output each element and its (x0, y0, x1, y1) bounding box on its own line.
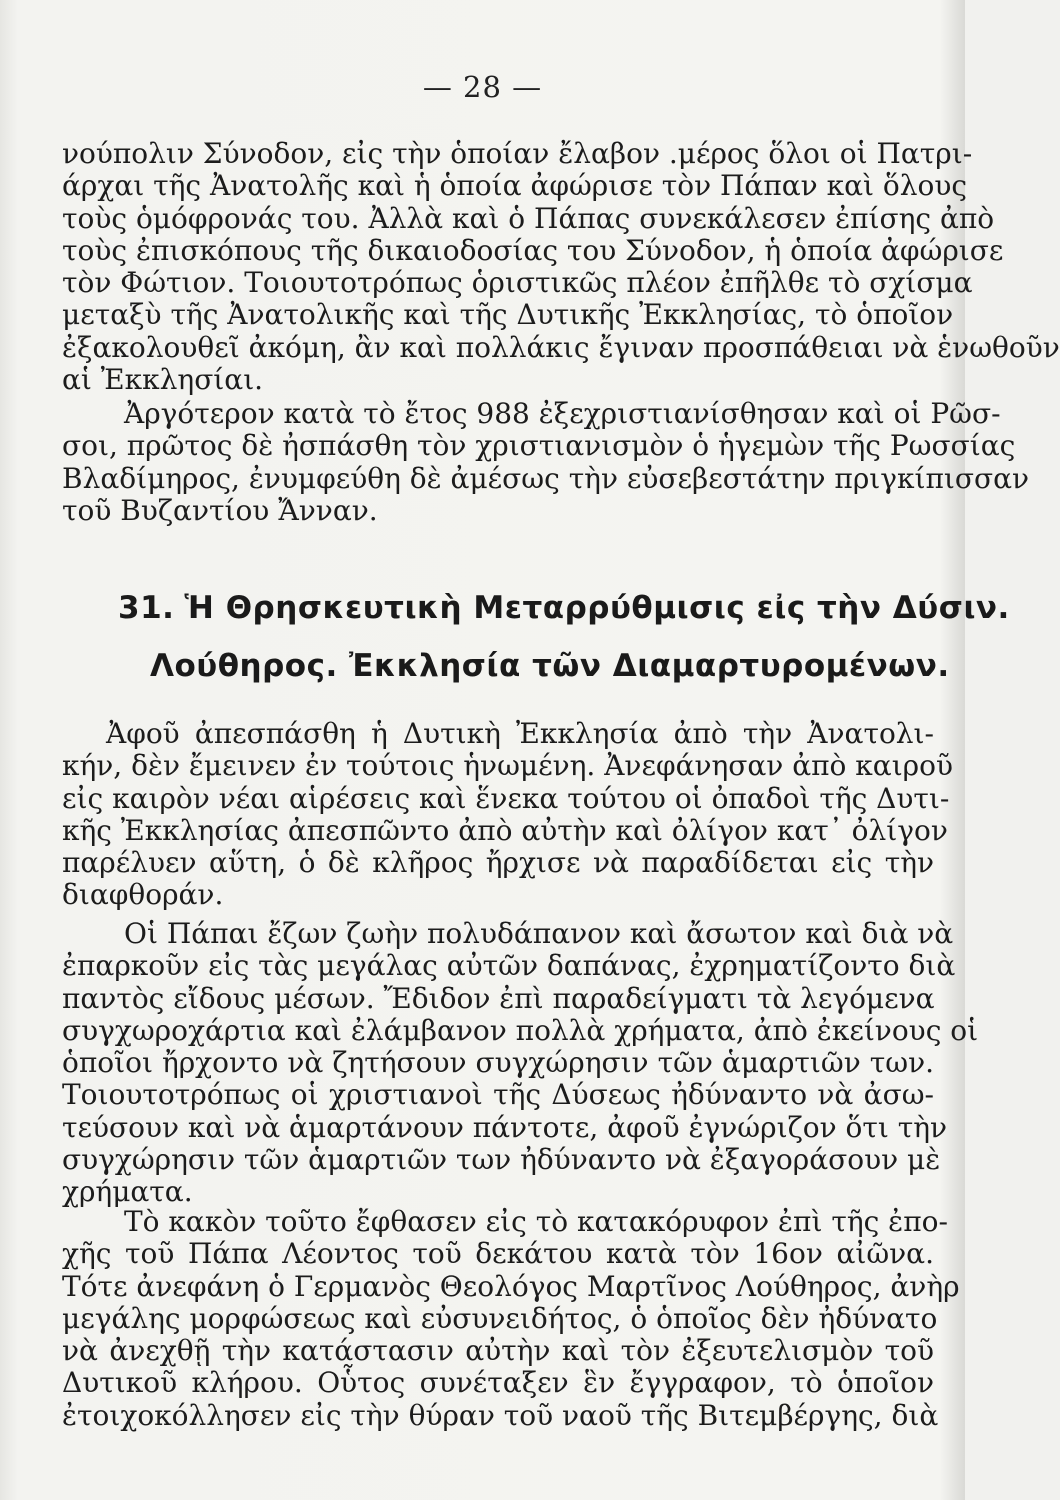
text-line: εἰς καιρὸν νέαι αἱρέσεις καὶ ἕνεκα τούτου οἱ ὀπαδοὶ τῆς Δυτι- (62, 781, 950, 815)
paragraph-2 (62, 397, 1030, 527)
paragraph-1 (62, 137, 1060, 397)
text-line: χρήματα. (62, 1175, 193, 1209)
text-line: Δυτικοῦ κλήρου. Οὗτος συνέταξεν ἓν ἔγγραφον, τὸ ὁποῖον (62, 1366, 934, 1400)
paragraph-4 (62, 917, 979, 1209)
text-line: συγχώρησιν τῶν ἁμαρτιῶν των ἠδύναντο νὰ ἐξαγοράσουν μὲ (62, 1143, 941, 1177)
text-line: Τοιουτοτρόπως οἱ χριστιανοὶ τῆς Δύσεως ἠδύναντο νὰ ἀσω- (62, 1078, 934, 1112)
text-line: παρέλυεν αὕτη, ὁ δὲ κλῆρος ἤρχισε νὰ παραδίδεται εἰς τὴν (62, 846, 934, 880)
text-line: διαφθοράν. (62, 878, 224, 912)
text-line: Τότε ἀνεφάνη ὁ Γερμανὸς Θεολόγος Μαρτῖνος Λούθηρος, ἀνὴρ (62, 1269, 960, 1303)
text-line: Τὸ κακὸν τοῦτο ἔφθασεν εἰς τὸ κατακόρυφον ἐπὶ τῆς ἐπο- (124, 1205, 948, 1238)
page-number: — 28 — (422, 70, 543, 104)
text-line: τοὺς ὁμόφρονάς του. Ἀλλὰ καὶ ὁ Πάπας συνεκάλεσεν ἐπίσης ἀπὸ (62, 201, 995, 235)
text-line: μεγάλης μορφώσεως καὶ εὐσυνειδήτος, ὁ ὁποῖος δὲν ἠδύνατο (62, 1301, 938, 1335)
text-line: παντὸς εἴδους μέσων. Ἔδιδον ἐπὶ παραδείγματι τὰ λεγόμενα (62, 981, 935, 1015)
text-line: αἱ Ἐκκλησίαι. (62, 363, 264, 397)
section-subtitle: Λούθηρος. Ἐκκλησία τῶν Διαμαρτυρομένων. (150, 648, 950, 684)
text-line: ἐτοιχοκόλλησεν εἰς τὴν θύραν τοῦ ναοῦ τῆς Βιτεμβέργης, διὰ (62, 1398, 939, 1432)
text-line: Οἱ Πάπαι ἔζων ζωὴν πολυδάπανον καὶ ἄσωτον καὶ διὰ νὰ (124, 917, 954, 950)
text-line: τοῦ Βυζαντίου Ἄνναν. (62, 493, 378, 527)
section-heading (118, 588, 1010, 628)
text-line: Ἀφοῦ ἀπεσπάσθη ἡ Δυτικὴ Ἐκκλησία ἀπὸ τὴν Ἀνατολι- (106, 717, 934, 750)
text-line: συγχωροχάρτια καὶ ἐλάμβανον πολλὰ χρήματα, ἀπὸ ἐκείνους οἱ (62, 1013, 979, 1047)
text-line: χῆς τοῦ Πάπα Λέοντος τοῦ δεκάτου κατὰ τὸν 16ον αἰῶνα. (62, 1237, 934, 1271)
paragraph-5 (62, 1205, 960, 1432)
text-line: μεταξὺ τῆς Ἀνατολικῆς καὶ τῆς Δυτικῆς Ἐκκλησίας, τὸ ὁποῖον (62, 298, 954, 332)
text-line: Ἀργότερον κατὰ τὸ ἔτος 988 ἐξεχριστιανίσθησαν καὶ οἱ Ρῶσ- (124, 397, 1001, 430)
text-line: ἐξακολουθεῖ ἀκόμη, ἂν καὶ πολλάκις ἔγιναν προσπάθειαι νὰ ἑνωθοῦν (62, 330, 1060, 364)
text-line: νὰ ἀνεχθῇ τὴν κατάστασιν αὐτὴν καὶ τὸν ἐξευτελισμὸν τοῦ (62, 1334, 934, 1368)
text-line: Βλαδίμηρος, ἐνυμφεύθη δὲ ἀμέσως τὴν εὐσεβεστάτην πριγκίπισσαν (62, 461, 1030, 495)
text-line: νούπολιν Σύνοδον, εἰς τὴν ὁποίαν ἔλαβον .μέρος ὅλοι οἱ Πατρι- (62, 137, 973, 170)
text-line: ὁποῖοι ἤρχοντο νὰ ζητήσουν συγχώρησιν τῶν ἁμαρτιῶν των. (62, 1046, 934, 1080)
paragraph-3 (62, 717, 954, 912)
text-line: τὸν Φώτιον. Τοιουτοτρόπως ὁριστικῶς πλέον ἐπῆλθε τὸ σχίσμα (62, 266, 973, 300)
section-number: 31. (118, 590, 175, 626)
text-line: άρχαι τῆς Ἀνατολῆς καὶ ἡ ὁποία ἀφώρισε τὸν Πάπαν καὶ ὅλους (62, 169, 968, 203)
text-line: σοι, πρῶτος δὲ ἠσπάσθη τὸν χριστιανισμὸν ὁ ἡγεμὼν τῆς Ρωσσίας (62, 429, 1016, 463)
text-line: ἐπαρκοῦν εἰς τὰς μεγάλας αὐτῶν δαπάνας, ἐχρηματίζοντο διὰ (62, 949, 956, 983)
section-title: Ἡ Θρησκευτικὴ Μεταρρύθμισις εἰς τὴν Δύσιν. (184, 590, 1010, 626)
text-line: τοὺς ἐπισκόπους τῆς δικαιοδοσίας του Σύνοδον, ἡ ὁποία ἀφώρισε (62, 233, 1004, 267)
text-line: κῆς Ἐκκλησίας ἀπεσπῶντο ἀπὸ αὐτὴν καὶ ὀλίγον κατ᾽ ὀλίγον (62, 813, 948, 847)
text-line: κήν, δὲν ἔμεινεν ἐν τούτοις ἡνωμένη. Ἀνεφάνησαν ἀπὸ καιροῦ (62, 749, 954, 783)
text-line: τεύσουν καὶ νὰ ἁμαρτάνουν πάντοτε, ἀφοῦ ἐγνώριζον ὅτι τὴν (62, 1110, 948, 1144)
